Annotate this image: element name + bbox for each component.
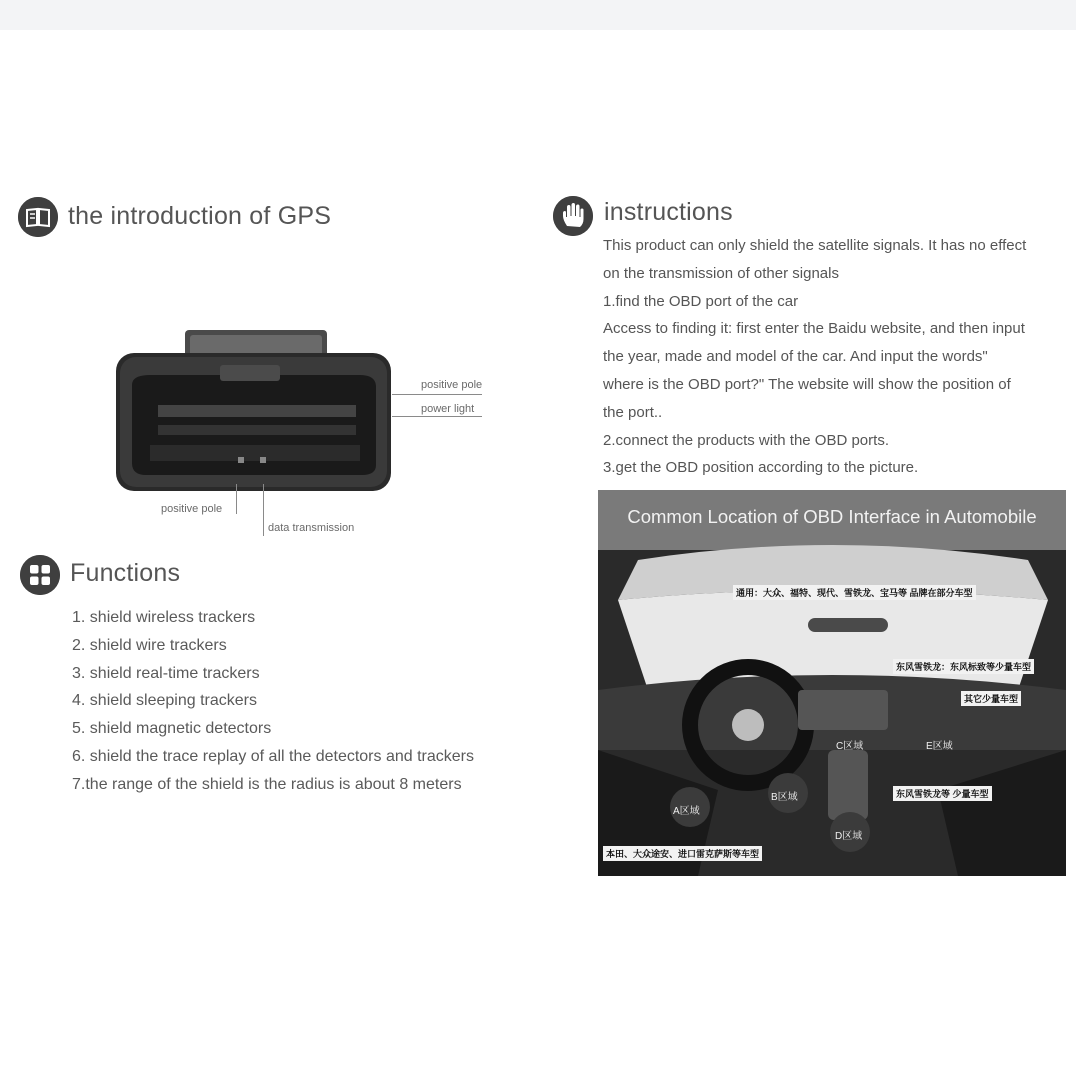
- functions-title: Functions: [70, 559, 181, 587]
- instruction-line: 2.connect the products with the OBD ports.: [603, 431, 889, 449]
- instruction-line: 3.get the OBD position according to the picture.: [603, 459, 919, 477]
- instruction-line: This product can only shield the satellite signals. It has no effect: [603, 237, 1027, 254]
- callout-line-bottom-right: [263, 484, 264, 536]
- instruction-line: where is the OBD port?" The website will show the position of: [603, 375, 1011, 393]
- callout-positive-pole-bottom: positive pole: [161, 503, 223, 515]
- zone-b-label: B区域: [771, 792, 798, 803]
- instruction-line: Access to finding it: first enter the Baidu website, and then input: [603, 320, 1025, 338]
- callout-power-light: power light: [421, 403, 475, 415]
- gps-intro-title: the introduction of GPS: [68, 202, 332, 230]
- instruction-line: the port..: [603, 403, 663, 421]
- zone-a-label: A区域: [673, 806, 700, 817]
- label-other: 其它少量车型: [961, 691, 1021, 706]
- list-item: 7.the range of the shield is the radius is about 8 meters: [72, 775, 462, 793]
- car-interior-drawing: [598, 490, 1066, 876]
- label-dongfeng: 东风雪铁龙：东风标致等少量车型: [893, 659, 1034, 674]
- callout-line-power-light: [392, 416, 482, 417]
- instruction-line: 1.find the OBD port of the car: [603, 292, 799, 310]
- list-item: 3. shield real-time trackers: [72, 664, 260, 682]
- zone-d-label: D区域: [835, 831, 863, 842]
- label-honda: 本田、大众途安、进口雷克萨斯等车型: [603, 846, 762, 861]
- label-dongfeng-2: 东风雪铁龙等 少量车型: [893, 786, 992, 801]
- list-item: 5. shield magnetic detectors: [72, 720, 272, 738]
- car-photo-title: Common Location of OBD Interface in Automobile: [627, 506, 1037, 527]
- grid-icon: [20, 555, 60, 595]
- list-item: 1. shield wireless trackers: [72, 609, 256, 626]
- obd-device-image: [110, 325, 400, 500]
- zone-c-label: C区域: [836, 741, 864, 752]
- instruction-line: on the transmission of other signals: [603, 264, 839, 282]
- book-icon: [18, 197, 58, 237]
- car-interior-photo: [598, 490, 1066, 876]
- instructions-title: instructions: [604, 198, 733, 226]
- list-item: 4. shield sleeping trackers: [72, 692, 257, 710]
- callout-data-transmission: data transmission: [268, 522, 355, 534]
- list-item: 2. shield wire trackers: [72, 636, 227, 654]
- functions-list: [72, 604, 474, 799]
- instruction-line: the year, made and model of the car. And input the words": [603, 348, 988, 366]
- hand-icon: [553, 196, 593, 236]
- list-item: 6. shield the trace replay of all the detectors and trackers: [72, 747, 474, 765]
- callout-line-bottom-left: [236, 484, 237, 514]
- instructions-text: [603, 232, 1073, 482]
- top-bar: [0, 0, 1076, 30]
- label-general: 通用：大众、福特、现代、雪铁龙、宝马等 品牌在部分车型: [733, 585, 976, 600]
- callout-positive-pole-right: positive pole: [421, 379, 483, 391]
- zone-e-label: E区域: [926, 741, 953, 752]
- callout-line-positive-pole: [392, 394, 482, 395]
